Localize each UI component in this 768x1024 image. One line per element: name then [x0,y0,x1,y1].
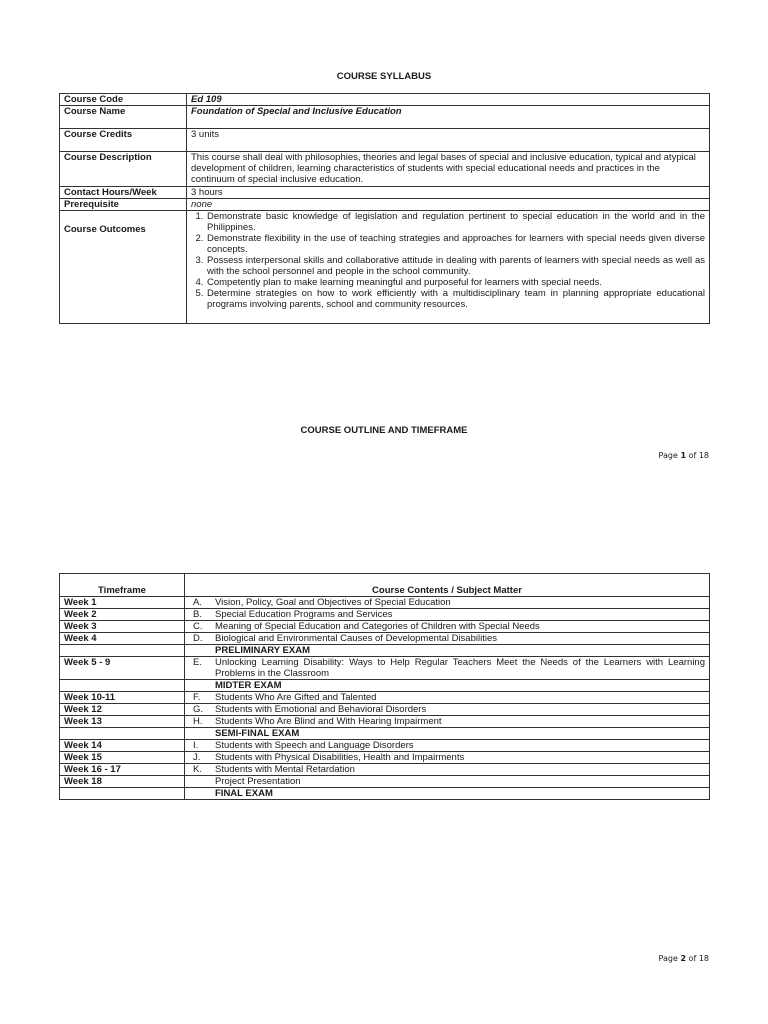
course-description-label: Course Description [60,152,187,187]
course-name-value: Foundation of Special and Inclusive Education [187,106,710,129]
course-outcomes-label: Course Outcomes [60,211,187,324]
page-number-2: Page 2 of 18 [658,954,709,963]
week-cell: Week 3 [60,621,185,633]
exam-cell: PRELIMINARY EXAM [185,645,710,657]
week-cell: Week 12 [60,704,185,716]
week-cell: Week 1 [60,597,185,609]
week-cell: Week 16 - 17 [60,764,185,776]
week-cell: Week 13 [60,716,185,728]
course-name-label: Course Name [60,106,187,129]
syllabus-title: COURSE SYLLABUS [336,71,432,82]
topic-cell: J. Students with Physical Disabilities, Health and Impairments [185,752,710,764]
week-cell: Week 5 - 9 [60,657,185,680]
timeframe-header: Timeframe [60,574,185,597]
contents-header: Course Contents / Subject Matter [185,574,710,597]
course-code-label: Course Code [60,94,187,106]
outline-title: COURSE OUTLINE AND TIMEFRAME [300,425,468,436]
week-cell: Week 15 [60,752,185,764]
outcome-item: 3. Possess interpersonal skills and collaborative attitude in dealing with parents of learners with special needs as well as with the school personnel and people in the school community. [206,255,705,277]
topic-cell: K. Students with Mental Retardation [185,764,710,776]
topic-cell: H. Students Who Are Blind and With Hearing Impairment [185,716,710,728]
topic-cell: B. Special Education Programs and Services [185,609,710,621]
exam-cell: MIDTER EXAM [185,680,710,692]
contact-hours-label: Contact Hours/Week [60,187,187,199]
page-number-1: Page 1 of 18 [658,451,709,460]
syllabus-table [59,93,710,324]
week-cell: Week 4 [60,633,185,645]
course-credits-value: 3 units [187,129,710,152]
topic-cell: C. Meaning of Special Education and Categories of Children with Special Needs [185,621,710,633]
exam-cell: FINAL EXAM [185,788,710,800]
course-code-value: Ed 109 [187,94,710,106]
week-cell [60,728,185,740]
topic-cell: F. Students Who Are Gifted and Talented [185,692,710,704]
topic-cell: G. Students with Emotional and Behavioral Disorders [185,704,710,716]
outcomes-list [191,211,705,310]
week-cell: Week 14 [60,740,185,752]
week-cell [60,788,185,800]
prerequisite-value: none [187,199,710,211]
course-outcomes-value [187,211,710,324]
outcome-item: 5. Determine strategies on how to work efficiently with a multidisciplinary team in planning appropriate educational programs involving parents, school and community resources. [206,288,705,310]
exam-cell: SEMI-FINAL EXAM [185,728,710,740]
topic-cell: Project Presentation [185,776,710,788]
week-cell: Week 10-11 [60,692,185,704]
week-cell [60,680,185,692]
outcome-item: 4. Competently plan to make learning meaningful and purposeful for learners with special needs. [206,277,705,288]
week-cell: Week 2 [60,609,185,621]
topic-cell: E. Unlocking Learning Disability: Ways to Help Regular Teachers Meet the Needs of the Learners with Learning Problems in the Classroom [185,657,710,680]
outcome-item: 2. Demonstrate flexibility in the use of teaching strategies and approaches for learners with special needs given diverse concepts. [206,233,705,255]
outcome-item: 1. Demonstrate basic knowledge of legislation and regulation pertinent to special education in the world and in the Philippines. [206,211,705,233]
topic-cell: D. Biological and Environmental Causes of Developmental Disabilities [185,633,710,645]
contact-hours-value: 3 hours [187,187,710,199]
topic-cell: I. Students with Speech and Language Disorders [185,740,710,752]
outline-table [59,573,710,800]
course-description-value: This course shall deal with philosophies, theories and legal bases of special and inclusive education, typical and atypical development of children, learning characteristics of students with special educational needs and practices in the continuum of special inclusive education. [187,152,710,187]
prerequisite-label: Prerequisite [60,199,187,211]
course-credits-label: Course Credits [60,129,187,152]
week-cell: Week 18 [60,776,185,788]
week-cell [60,645,185,657]
topic-cell: A. Vision, Policy, Goal and Objectives of Special Education [185,597,710,609]
